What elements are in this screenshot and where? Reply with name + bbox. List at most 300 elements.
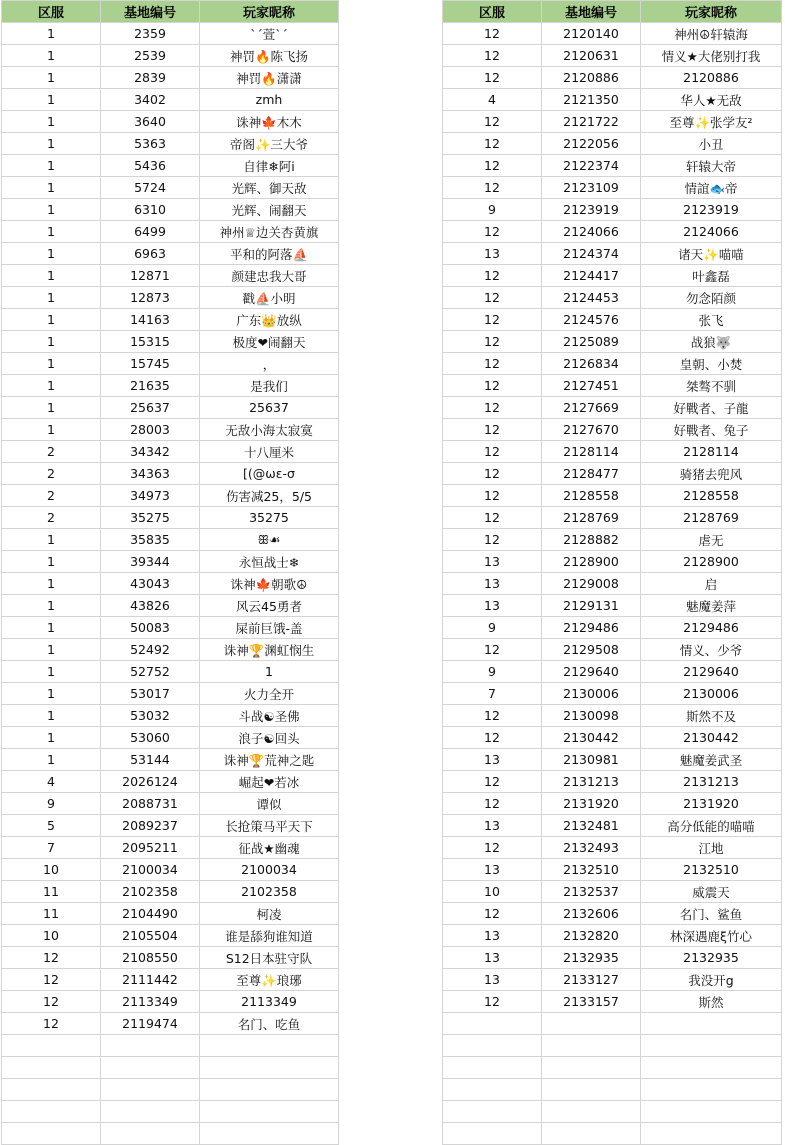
cell-nickname[interactable]: 神州♕边关杏黄旗 bbox=[200, 221, 339, 243]
cell-server[interactable]: 1 bbox=[2, 67, 101, 89]
cell-base-id[interactable]: 2026124 bbox=[101, 771, 200, 793]
cell-base-id[interactable]: 2132935 bbox=[542, 947, 641, 969]
cell-server[interactable]: 1 bbox=[2, 23, 101, 45]
cell-base-id[interactable]: 2125089 bbox=[542, 331, 641, 353]
cell-base-id[interactable]: 43043 bbox=[101, 573, 200, 595]
cell-nickname[interactable]: 1 bbox=[200, 661, 339, 683]
cell-base-id[interactable] bbox=[101, 1057, 200, 1079]
table-row[interactable] bbox=[2, 859, 339, 881]
cell-nickname[interactable]: 轩辕大帝 bbox=[641, 155, 782, 177]
table-row[interactable] bbox=[2, 67, 339, 89]
cell-nickname[interactable]: 十八厘米 bbox=[200, 441, 339, 463]
table-row[interactable] bbox=[443, 1013, 782, 1035]
cell-nickname[interactable]: 战狼🐺 bbox=[641, 331, 782, 353]
cell-server[interactable]: 2 bbox=[2, 463, 101, 485]
cell-server[interactable]: 1 bbox=[2, 89, 101, 111]
table-row[interactable] bbox=[2, 903, 339, 925]
table-row[interactable] bbox=[443, 1035, 782, 1057]
cell-base-id[interactable]: 2102358 bbox=[101, 881, 200, 903]
cell-server[interactable]: 1 bbox=[2, 199, 101, 221]
table-row[interactable] bbox=[443, 1101, 782, 1123]
table-row[interactable] bbox=[443, 705, 782, 727]
cell-base-id[interactable]: 2130006 bbox=[542, 683, 641, 705]
cell-server[interactable]: 9 bbox=[443, 661, 542, 683]
cell-nickname[interactable]: ， bbox=[200, 353, 339, 375]
table-row[interactable] bbox=[443, 177, 782, 199]
cell-base-id[interactable]: 2539 bbox=[101, 45, 200, 67]
cell-server[interactable]: 12 bbox=[443, 771, 542, 793]
cell-server[interactable] bbox=[2, 1101, 101, 1123]
cell-server[interactable]: 12 bbox=[443, 419, 542, 441]
cell-server[interactable]: 2 bbox=[2, 507, 101, 529]
cell-server[interactable]: 12 bbox=[443, 793, 542, 815]
cell-nickname[interactable]: ꕥ☙ bbox=[200, 529, 339, 551]
cell-server[interactable]: 13 bbox=[443, 595, 542, 617]
table-row[interactable] bbox=[443, 331, 782, 353]
cell-server[interactable]: 12 bbox=[443, 397, 542, 419]
cell-base-id[interactable]: 2105504 bbox=[101, 925, 200, 947]
cell-nickname[interactable]: 长抢策马平天下 bbox=[200, 815, 339, 837]
cell-server[interactable]: 9 bbox=[2, 793, 101, 815]
cell-nickname[interactable]: 至尊✨琅琊 bbox=[200, 969, 339, 991]
table-row[interactable] bbox=[2, 265, 339, 287]
table-row[interactable] bbox=[443, 463, 782, 485]
table-row[interactable] bbox=[443, 111, 782, 133]
table-row[interactable] bbox=[443, 815, 782, 837]
cell-server[interactable]: 2 bbox=[2, 485, 101, 507]
cell-server[interactable]: 12 bbox=[443, 23, 542, 45]
cell-base-id[interactable]: 6499 bbox=[101, 221, 200, 243]
cell-base-id[interactable] bbox=[542, 1101, 641, 1123]
cell-base-id[interactable]: 2124453 bbox=[542, 287, 641, 309]
cell-base-id[interactable]: 2129508 bbox=[542, 639, 641, 661]
cell-server[interactable]: 11 bbox=[2, 881, 101, 903]
cell-server[interactable]: 4 bbox=[2, 771, 101, 793]
cell-base-id[interactable]: 5436 bbox=[101, 155, 200, 177]
cell-nickname[interactable]: 桀骜不驯 bbox=[641, 375, 782, 397]
cell-nickname[interactable]: 颜建忠我大哥 bbox=[200, 265, 339, 287]
cell-server[interactable]: 1 bbox=[2, 661, 101, 683]
cell-nickname[interactable]: 神罚🔥潇潇 bbox=[200, 67, 339, 89]
cell-base-id[interactable]: 52752 bbox=[101, 661, 200, 683]
cell-nickname[interactable] bbox=[641, 1123, 782, 1145]
cell-server[interactable]: 13 bbox=[443, 969, 542, 991]
cell-base-id[interactable]: 5724 bbox=[101, 177, 200, 199]
cell-nickname[interactable] bbox=[641, 1013, 782, 1035]
cell-server[interactable]: 1 bbox=[2, 177, 101, 199]
cell-server[interactable]: 12 bbox=[443, 837, 542, 859]
table-row[interactable] bbox=[443, 265, 782, 287]
cell-nickname[interactable]: 崛起❤若冰 bbox=[200, 771, 339, 793]
cell-base-id[interactable]: 2113349 bbox=[101, 991, 200, 1013]
table-row[interactable] bbox=[2, 1123, 339, 1145]
cell-base-id[interactable] bbox=[542, 1035, 641, 1057]
cell-nickname[interactable] bbox=[641, 1101, 782, 1123]
table-row[interactable] bbox=[443, 617, 782, 639]
cell-base-id[interactable]: 35275 bbox=[101, 507, 200, 529]
cell-base-id[interactable]: 2132481 bbox=[542, 815, 641, 837]
cell-server[interactable]: 13 bbox=[443, 815, 542, 837]
table-row[interactable] bbox=[2, 595, 339, 617]
table-row[interactable] bbox=[443, 881, 782, 903]
cell-server[interactable] bbox=[443, 1123, 542, 1145]
cell-nickname[interactable]: 至尊✨张学友² bbox=[641, 111, 782, 133]
cell-base-id[interactable]: 3402 bbox=[101, 89, 200, 111]
cell-nickname[interactable]: 好戰者、子龍 bbox=[641, 397, 782, 419]
cell-server[interactable]: 12 bbox=[443, 45, 542, 67]
cell-base-id[interactable]: 2133157 bbox=[542, 991, 641, 1013]
table-row[interactable] bbox=[443, 1123, 782, 1145]
cell-server[interactable]: 7 bbox=[2, 837, 101, 859]
table-row[interactable] bbox=[443, 991, 782, 1013]
table-row[interactable] bbox=[443, 89, 782, 111]
cell-base-id[interactable]: 2132820 bbox=[542, 925, 641, 947]
cell-base-id[interactable]: 2123919 bbox=[542, 199, 641, 221]
cell-nickname[interactable]: 斗战☯圣佛 bbox=[200, 705, 339, 727]
cell-base-id[interactable]: 2130098 bbox=[542, 705, 641, 727]
cell-nickname[interactable]: 虐无 bbox=[641, 529, 782, 551]
table-row[interactable] bbox=[2, 771, 339, 793]
cell-base-id[interactable]: 6310 bbox=[101, 199, 200, 221]
cell-nickname[interactable]: zmh bbox=[200, 89, 339, 111]
table-row[interactable] bbox=[443, 45, 782, 67]
table-row[interactable] bbox=[2, 529, 339, 551]
cell-server[interactable]: 12 bbox=[443, 991, 542, 1013]
cell-base-id[interactable]: 2120886 bbox=[542, 67, 641, 89]
cell-nickname[interactable]: 江地 bbox=[641, 837, 782, 859]
cell-nickname[interactable]: 魅魔姜武圣 bbox=[641, 749, 782, 771]
table-row[interactable] bbox=[443, 837, 782, 859]
cell-base-id[interactable]: 2111442 bbox=[101, 969, 200, 991]
cell-server[interactable]: 12 bbox=[443, 287, 542, 309]
cell-server[interactable]: 12 bbox=[443, 903, 542, 925]
table-row[interactable] bbox=[2, 287, 339, 309]
cell-server[interactable] bbox=[2, 1079, 101, 1101]
cell-server[interactable]: 9 bbox=[443, 199, 542, 221]
cell-server[interactable]: 13 bbox=[443, 551, 542, 573]
cell-base-id[interactable]: 2130981 bbox=[542, 749, 641, 771]
cell-nickname[interactable]: 2120886 bbox=[641, 67, 782, 89]
table-row[interactable] bbox=[2, 969, 339, 991]
table-row[interactable] bbox=[443, 969, 782, 991]
cell-base-id[interactable]: 2128558 bbox=[542, 485, 641, 507]
cell-nickname[interactable]: 骑猪去兜风 bbox=[641, 463, 782, 485]
cell-base-id[interactable]: 2108550 bbox=[101, 947, 200, 969]
cell-nickname[interactable]: 2100034 bbox=[200, 859, 339, 881]
cell-server[interactable]: 1 bbox=[2, 45, 101, 67]
table-row[interactable] bbox=[2, 23, 339, 45]
cell-server[interactable]: 1 bbox=[2, 617, 101, 639]
cell-nickname[interactable]: 2132935 bbox=[641, 947, 782, 969]
cell-base-id[interactable]: 2121722 bbox=[542, 111, 641, 133]
cell-nickname[interactable]: 张飞 bbox=[641, 309, 782, 331]
table-row[interactable] bbox=[2, 45, 339, 67]
cell-nickname[interactable]: 高分低能的喵喵 bbox=[641, 815, 782, 837]
cell-base-id[interactable]: 2119474 bbox=[101, 1013, 200, 1035]
table-row[interactable] bbox=[443, 309, 782, 331]
cell-server[interactable]: 13 bbox=[443, 947, 542, 969]
cell-nickname[interactable]: 2130442 bbox=[641, 727, 782, 749]
cell-server[interactable]: 1 bbox=[2, 353, 101, 375]
table-row[interactable] bbox=[2, 793, 339, 815]
table-row[interactable] bbox=[443, 573, 782, 595]
cell-server[interactable]: 12 bbox=[443, 507, 542, 529]
cell-server[interactable]: 12 bbox=[443, 463, 542, 485]
cell-server[interactable] bbox=[2, 1123, 101, 1145]
cell-server[interactable]: 12 bbox=[443, 353, 542, 375]
cell-server[interactable]: 12 bbox=[443, 309, 542, 331]
cell-nickname[interactable]: 华人★无敌 bbox=[641, 89, 782, 111]
cell-base-id[interactable]: 12871 bbox=[101, 265, 200, 287]
table-row[interactable] bbox=[2, 441, 339, 463]
table-row[interactable] bbox=[443, 1057, 782, 1079]
cell-server[interactable]: 12 bbox=[443, 485, 542, 507]
cell-base-id[interactable]: 2127670 bbox=[542, 419, 641, 441]
cell-nickname[interactable]: 光辉、闹翻天 bbox=[200, 199, 339, 221]
cell-nickname[interactable]: 情誼🐟帝 bbox=[641, 177, 782, 199]
cell-server[interactable]: 1 bbox=[2, 287, 101, 309]
table-row[interactable] bbox=[443, 727, 782, 749]
table-row[interactable] bbox=[2, 177, 339, 199]
cell-base-id[interactable]: 2122056 bbox=[542, 133, 641, 155]
cell-nickname[interactable] bbox=[200, 1035, 339, 1057]
cell-nickname[interactable]: [(@ωε-σ bbox=[200, 463, 339, 485]
table-row[interactable] bbox=[2, 1013, 339, 1035]
table-row[interactable] bbox=[443, 419, 782, 441]
cell-base-id[interactable]: 52492 bbox=[101, 639, 200, 661]
cell-nickname[interactable]: 2129640 bbox=[641, 661, 782, 683]
cell-base-id[interactable]: 2126834 bbox=[542, 353, 641, 375]
cell-server[interactable]: 12 bbox=[443, 133, 542, 155]
cell-base-id[interactable]: 2131920 bbox=[542, 793, 641, 815]
cell-base-id[interactable]: 2129008 bbox=[542, 573, 641, 595]
table-row[interactable] bbox=[2, 375, 339, 397]
cell-nickname[interactable]: 是我们 bbox=[200, 375, 339, 397]
cell-base-id[interactable]: 34342 bbox=[101, 441, 200, 463]
cell-base-id[interactable]: 2129640 bbox=[542, 661, 641, 683]
cell-server[interactable]: 7 bbox=[443, 683, 542, 705]
cell-base-id[interactable]: 34363 bbox=[101, 463, 200, 485]
cell-nickname[interactable]: 2113349 bbox=[200, 991, 339, 1013]
table-row[interactable] bbox=[443, 639, 782, 661]
table-row[interactable] bbox=[443, 23, 782, 45]
table-row[interactable] bbox=[2, 111, 339, 133]
table-row[interactable] bbox=[443, 903, 782, 925]
cell-server[interactable]: 4 bbox=[443, 89, 542, 111]
cell-nickname[interactable]: 2132510 bbox=[641, 859, 782, 881]
cell-nickname[interactable] bbox=[200, 1101, 339, 1123]
cell-base-id[interactable]: 35835 bbox=[101, 529, 200, 551]
cell-nickname[interactable]: 屎前巨饿-盖 bbox=[200, 617, 339, 639]
cell-nickname[interactable] bbox=[641, 1035, 782, 1057]
cell-nickname[interactable]: 25637 bbox=[200, 397, 339, 419]
cell-base-id[interactable]: 39344 bbox=[101, 551, 200, 573]
table-row[interactable] bbox=[443, 529, 782, 551]
table-row[interactable] bbox=[443, 661, 782, 683]
cell-base-id[interactable]: 50083 bbox=[101, 617, 200, 639]
cell-base-id[interactable]: 2120140 bbox=[542, 23, 641, 45]
cell-server[interactable]: 13 bbox=[443, 925, 542, 947]
cell-nickname[interactable] bbox=[200, 1079, 339, 1101]
cell-server[interactable]: 10 bbox=[2, 859, 101, 881]
table-row[interactable] bbox=[443, 155, 782, 177]
table-row[interactable] bbox=[2, 551, 339, 573]
cell-base-id[interactable]: 2122374 bbox=[542, 155, 641, 177]
cell-nickname[interactable]: S12日本驻守队 bbox=[200, 947, 339, 969]
table-row[interactable] bbox=[443, 221, 782, 243]
cell-base-id[interactable]: 2124576 bbox=[542, 309, 641, 331]
table-row[interactable] bbox=[2, 1079, 339, 1101]
cell-nickname[interactable]: 2131920 bbox=[641, 793, 782, 815]
cell-base-id[interactable]: 43826 bbox=[101, 595, 200, 617]
table-row[interactable] bbox=[443, 67, 782, 89]
table-row[interactable] bbox=[2, 507, 339, 529]
cell-base-id[interactable]: 28003 bbox=[101, 419, 200, 441]
cell-server[interactable]: 1 bbox=[2, 595, 101, 617]
cell-base-id[interactable]: 2128900 bbox=[542, 551, 641, 573]
cell-nickname[interactable] bbox=[200, 1057, 339, 1079]
cell-base-id[interactable]: 15745 bbox=[101, 353, 200, 375]
cell-server[interactable]: 9 bbox=[443, 617, 542, 639]
cell-nickname[interactable] bbox=[641, 1079, 782, 1101]
cell-server[interactable]: 1 bbox=[2, 331, 101, 353]
cell-base-id[interactable]: 2120631 bbox=[542, 45, 641, 67]
cell-base-id[interactable]: 53017 bbox=[101, 683, 200, 705]
cell-base-id[interactable]: 2128769 bbox=[542, 507, 641, 529]
cell-base-id[interactable]: 34973 bbox=[101, 485, 200, 507]
cell-server[interactable] bbox=[443, 1013, 542, 1035]
cell-server[interactable]: 13 bbox=[443, 749, 542, 771]
cell-server[interactable]: 12 bbox=[443, 727, 542, 749]
cell-server[interactable]: 1 bbox=[2, 309, 101, 331]
cell-nickname[interactable]: 诛神🍁木木 bbox=[200, 111, 339, 133]
table-row[interactable] bbox=[2, 1101, 339, 1123]
cell-nickname[interactable]: 好戰者、兔子 bbox=[641, 419, 782, 441]
cell-nickname[interactable]: `ˊ萱ˋ´ bbox=[200, 23, 339, 45]
table-row[interactable] bbox=[2, 133, 339, 155]
cell-base-id[interactable]: 2124374 bbox=[542, 243, 641, 265]
cell-base-id[interactable]: 25637 bbox=[101, 397, 200, 419]
cell-nickname[interactable]: 小丑 bbox=[641, 133, 782, 155]
cell-base-id[interactable]: 2839 bbox=[101, 67, 200, 89]
cell-base-id[interactable] bbox=[101, 1123, 200, 1145]
cell-nickname[interactable]: 诸天✨喵喵 bbox=[641, 243, 782, 265]
cell-nickname[interactable]: 风云45勇者 bbox=[200, 595, 339, 617]
cell-server[interactable]: 13 bbox=[443, 859, 542, 881]
cell-server[interactable]: 12 bbox=[443, 529, 542, 551]
cell-base-id[interactable]: 21635 bbox=[101, 375, 200, 397]
table-row[interactable] bbox=[2, 573, 339, 595]
cell-base-id[interactable]: 53032 bbox=[101, 705, 200, 727]
cell-base-id[interactable] bbox=[101, 1035, 200, 1057]
cell-nickname[interactable]: 自律❄阿i bbox=[200, 155, 339, 177]
cell-nickname[interactable]: 林深遇鹿ξ竹心 bbox=[641, 925, 782, 947]
cell-server[interactable]: 12 bbox=[443, 155, 542, 177]
table-row[interactable] bbox=[2, 309, 339, 331]
table-row[interactable] bbox=[2, 221, 339, 243]
cell-nickname[interactable]: 2102358 bbox=[200, 881, 339, 903]
cell-base-id[interactable]: 2130442 bbox=[542, 727, 641, 749]
cell-nickname[interactable]: 极度❤闹翻天 bbox=[200, 331, 339, 353]
cell-nickname[interactable]: 斯然 bbox=[641, 991, 782, 1013]
table-row[interactable] bbox=[443, 133, 782, 155]
cell-server[interactable]: 12 bbox=[443, 265, 542, 287]
cell-nickname[interactable]: 我没开g bbox=[641, 969, 782, 991]
cell-nickname[interactable]: 2131213 bbox=[641, 771, 782, 793]
cell-server[interactable]: 12 bbox=[443, 67, 542, 89]
cell-server[interactable] bbox=[2, 1057, 101, 1079]
cell-server[interactable]: 12 bbox=[443, 111, 542, 133]
cell-server[interactable] bbox=[443, 1035, 542, 1057]
cell-nickname[interactable]: 诛神🏆荒神之匙 bbox=[200, 749, 339, 771]
cell-nickname[interactable]: 斯然不及 bbox=[641, 705, 782, 727]
table-row[interactable] bbox=[2, 925, 339, 947]
cell-base-id[interactable] bbox=[101, 1079, 200, 1101]
table-row[interactable] bbox=[443, 287, 782, 309]
cell-base-id[interactable]: 2124417 bbox=[542, 265, 641, 287]
table-row[interactable] bbox=[2, 89, 339, 111]
table-row[interactable] bbox=[2, 155, 339, 177]
table-row[interactable] bbox=[2, 485, 339, 507]
cell-base-id[interactable]: 2100034 bbox=[101, 859, 200, 881]
table-row[interactable] bbox=[443, 1079, 782, 1101]
table-row[interactable] bbox=[2, 947, 339, 969]
cell-server[interactable]: 10 bbox=[443, 881, 542, 903]
cell-nickname[interactable]: 35275 bbox=[200, 507, 339, 529]
cell-server[interactable]: 1 bbox=[2, 639, 101, 661]
cell-server[interactable]: 1 bbox=[2, 705, 101, 727]
cell-nickname[interactable]: 帝阁✨三大爷 bbox=[200, 133, 339, 155]
table-row[interactable] bbox=[2, 881, 339, 903]
table-row[interactable] bbox=[443, 683, 782, 705]
cell-nickname[interactable]: 名门、鲨鱼 bbox=[641, 903, 782, 925]
cell-server[interactable]: 13 bbox=[443, 573, 542, 595]
cell-server[interactable]: 13 bbox=[443, 243, 542, 265]
table-row[interactable] bbox=[443, 749, 782, 771]
cell-nickname[interactable]: 情义、少爷 bbox=[641, 639, 782, 661]
cell-server[interactable]: 1 bbox=[2, 221, 101, 243]
cell-nickname[interactable]: 2123919 bbox=[641, 199, 782, 221]
cell-nickname[interactable]: 无敌小海太寂寞 bbox=[200, 419, 339, 441]
table-row[interactable] bbox=[2, 727, 339, 749]
table-row[interactable] bbox=[443, 595, 782, 617]
table-row[interactable] bbox=[2, 705, 339, 727]
cell-server[interactable]: 1 bbox=[2, 727, 101, 749]
cell-nickname[interactable]: 戳⛵小明 bbox=[200, 287, 339, 309]
cell-nickname[interactable]: 名门、吃鱼 bbox=[200, 1013, 339, 1035]
cell-nickname[interactable]: 广东👑放纵 bbox=[200, 309, 339, 331]
cell-nickname[interactable]: 2128900 bbox=[641, 551, 782, 573]
cell-nickname[interactable]: 光辉、御天敌 bbox=[200, 177, 339, 199]
table-row[interactable] bbox=[2, 661, 339, 683]
cell-base-id[interactable]: 2128114 bbox=[542, 441, 641, 463]
cell-nickname[interactable]: 神州☮轩辕海 bbox=[641, 23, 782, 45]
cell-nickname[interactable]: 谭似 bbox=[200, 793, 339, 815]
cell-nickname[interactable]: 勿念陌颜 bbox=[641, 287, 782, 309]
cell-nickname[interactable]: 征战★幽魂 bbox=[200, 837, 339, 859]
cell-nickname[interactable]: 情义★大佬别打我 bbox=[641, 45, 782, 67]
cell-server[interactable]: 12 bbox=[2, 969, 101, 991]
cell-base-id[interactable]: 2127451 bbox=[542, 375, 641, 397]
cell-nickname[interactable]: 2129486 bbox=[641, 617, 782, 639]
cell-nickname[interactable]: 柯凌 bbox=[200, 903, 339, 925]
cell-base-id[interactable]: 2133127 bbox=[542, 969, 641, 991]
cell-server[interactable]: 1 bbox=[2, 375, 101, 397]
table-row[interactable] bbox=[443, 485, 782, 507]
cell-base-id[interactable]: 2123109 bbox=[542, 177, 641, 199]
cell-nickname[interactable]: 平和的阿落⛵ bbox=[200, 243, 339, 265]
table-row[interactable] bbox=[2, 243, 339, 265]
